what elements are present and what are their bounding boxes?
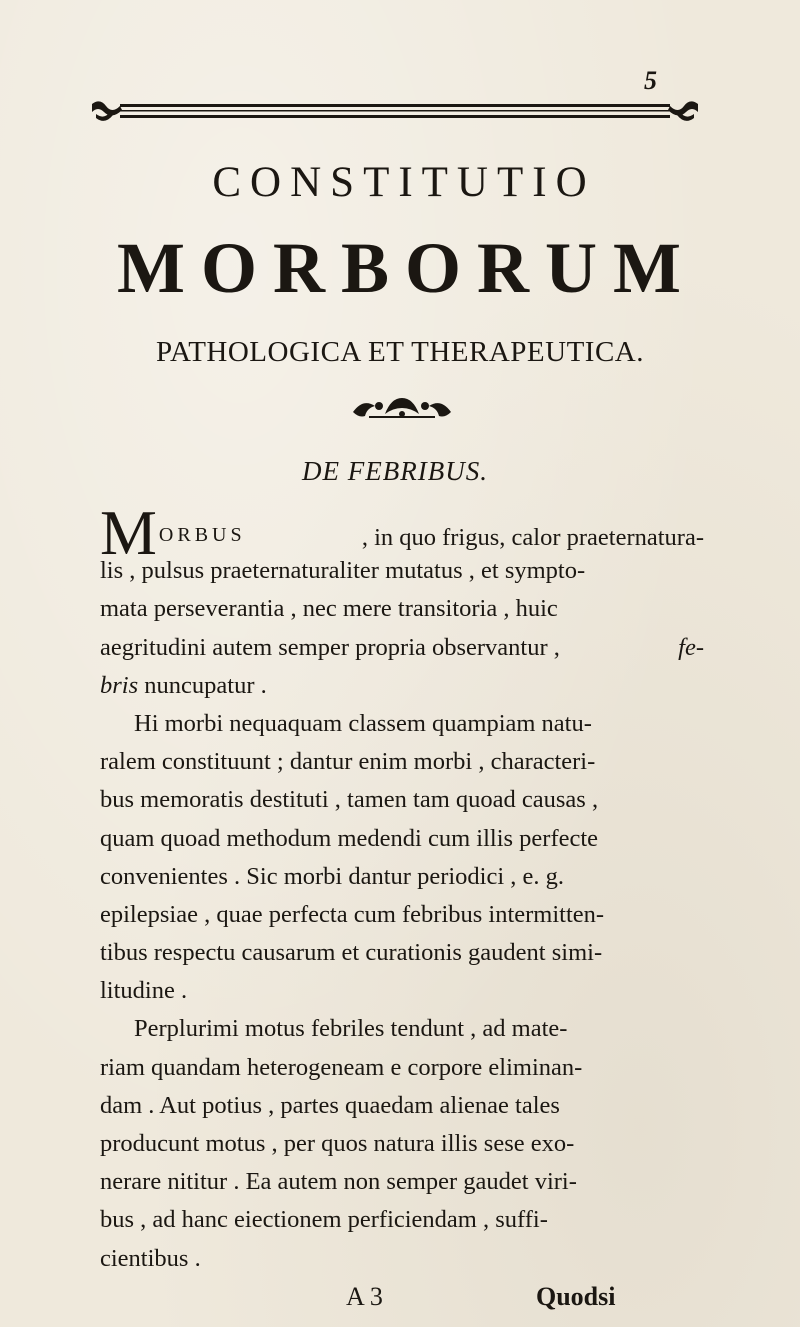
- text-line: Perplurimi motus febriles tendunt , ad mate-: [134, 1015, 568, 1043]
- text-line-part: nuncupatur .: [138, 671, 267, 699]
- first-line-text: , in quo frigus, calor praeternatura-: [361, 524, 704, 552]
- text-line: ralem constituunt ; dantur enim morbi , characteri-: [100, 748, 596, 776]
- body-text: [100, 497, 704, 1278]
- first-word: ORBUS: [158, 524, 246, 547]
- text-line: tibus respectu causarum et curationis gaudent simi-: [100, 939, 603, 967]
- text-line: quam quoad methodum medendi cum illis perfecte: [100, 824, 599, 852]
- text-line: producunt motus , per quos natura illis sese exo-: [100, 1130, 575, 1157]
- fleuron-ornament-icon: [349, 394, 455, 422]
- italic-word: bris: [100, 671, 139, 699]
- page-number: 5: [644, 66, 657, 95]
- text-line: [100, 629, 704, 667]
- section-title: DE FEBRIBUS.: [302, 456, 488, 486]
- header-ornament-rule: [90, 96, 700, 126]
- text-line: convenientes . Sic morbi dantur periodici , e. g.: [100, 862, 565, 890]
- paragraph-1-first-line: [100, 497, 704, 569]
- text-line: cientibus .: [100, 1244, 201, 1272]
- title-line-2: MORBORUM: [117, 228, 697, 308]
- text-line: riam quandam heterogeneam e corpore eliminan-: [100, 1053, 583, 1081]
- text-line: dam . Aut potius , partes quaedam alienae tales: [100, 1091, 560, 1119]
- text-line-part: aegritudini autem semper propria observantur ,: [100, 633, 560, 661]
- title-line-3: PATHOLOGICA ET THERAPEUTICA.: [156, 336, 644, 368]
- catchword: Quodsi: [536, 1282, 616, 1311]
- drop-cap: M: [100, 497, 157, 569]
- text-line: bus , ad hanc eiectionem perficiendam , suffi-: [100, 1206, 548, 1234]
- signature-mark: A 3: [346, 1282, 383, 1311]
- text-line: [100, 667, 704, 705]
- text-line: litudine .: [100, 977, 188, 1005]
- text-line: mata perseverantia , nec mere transitoria , huic: [100, 595, 558, 623]
- italic-word: fe-: [678, 633, 704, 661]
- text-line: lis , pulsus praeternaturaliter mutatus , et sympto-: [100, 557, 586, 585]
- text-line: bus memoratis destituti , tamen tam quoad causas ,: [100, 786, 599, 814]
- title-line-1: CONSTITUTIO: [212, 159, 596, 206]
- text-line: epilepsiae , quae perfecta cum febribus intermitten-: [100, 900, 605, 928]
- text-line: nerare nititur . Ea autem non semper gaudet viri-: [100, 1168, 577, 1196]
- text-line: Hi morbi nequaquam classem quampiam natu-: [134, 709, 592, 737]
